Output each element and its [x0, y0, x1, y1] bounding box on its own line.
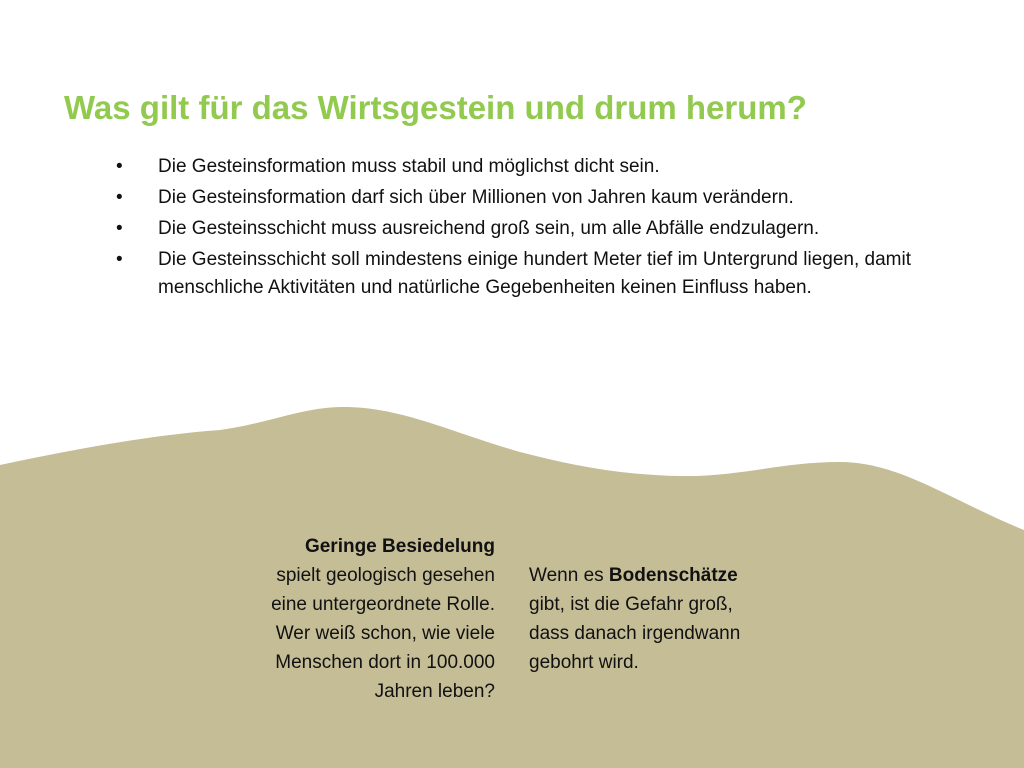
bullet-dot: •	[116, 156, 123, 177]
note-settlement-line: spielt geologisch gesehen	[276, 565, 495, 586]
note-resources	[529, 561, 819, 677]
bullet-item	[116, 246, 936, 302]
note-settlement-line: Menschen dort in 100.000	[275, 652, 495, 673]
note-resources-prefix: Wenn es	[529, 565, 609, 586]
bullet-text: Die Gesteinsformation darf sich über Millionen von Jahren kaum verändern.	[158, 187, 794, 208]
bullet-dot: •	[116, 187, 123, 208]
note-settlement-line: Jahren leben?	[374, 681, 495, 702]
bullet-list	[116, 153, 936, 305]
hill-path	[0, 407, 1024, 768]
bullet-dot: •	[116, 249, 123, 270]
bullet-item	[116, 184, 936, 212]
note-settlement-heading: Geringe Besiedelung	[304, 536, 495, 557]
note-resources-keyword: Bodenschätze	[608, 565, 738, 586]
note-settlement-line: eine untergeordnete Rolle.	[271, 594, 495, 615]
bullet-dot: •	[116, 218, 123, 239]
note-settlement	[205, 532, 495, 706]
bullet-text: Die Gesteinsschicht soll mindestens einige hundert Meter tief im Untergrund liegen, damit menschliche Aktivitäten und natürliche Gegebenheiten keinen Einfluss haben.	[158, 249, 911, 298]
note-resources-line: gibt, ist die Gefahr groß,	[529, 594, 733, 615]
bullet-text: Die Gesteinsformation muss stabil und möglichst dicht sein.	[158, 156, 660, 177]
note-resources-line: gebohrt wird.	[529, 652, 639, 673]
bullet-item	[116, 153, 936, 181]
note-resources-first-line	[529, 561, 819, 590]
note-settlement-line: Wer weiß schon, wie viele	[275, 623, 495, 644]
slide-title: Was gilt für das Wirtsgestein und drum herum?	[64, 89, 807, 126]
bullet-text: Die Gesteinsschicht muss ausreichend groß sein, um alle Abfälle endzulagern.	[158, 218, 820, 239]
bullet-item	[116, 215, 936, 243]
note-resources-line: dass danach irgendwann	[529, 623, 741, 644]
